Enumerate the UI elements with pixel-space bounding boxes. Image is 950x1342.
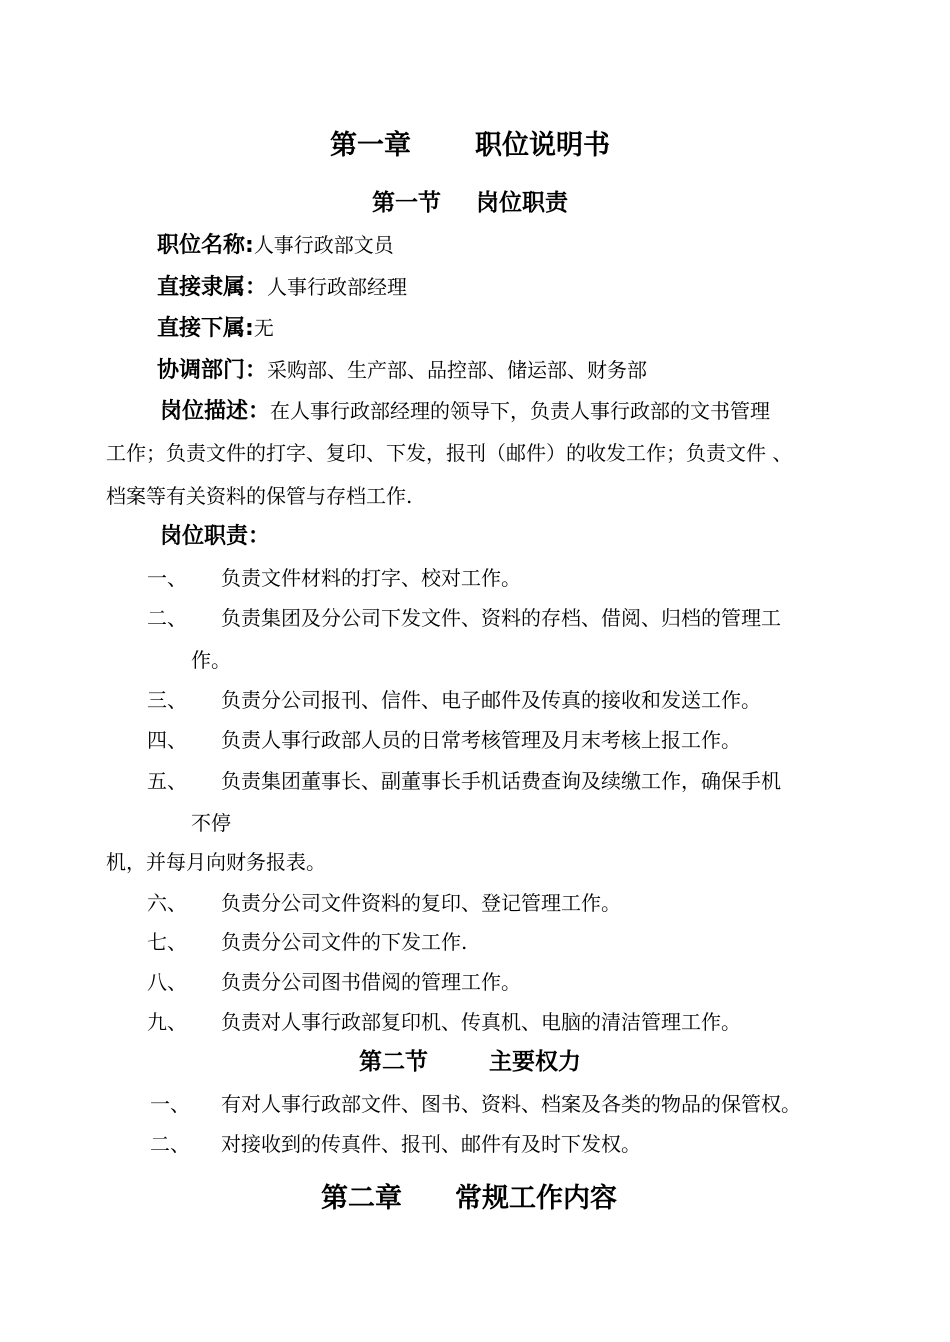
chapter-1-number: 第一章 — [330, 130, 411, 161]
duty-text: 负责分公司报刊、信件、电子邮件及传真的接收和发送工作。 — [221, 688, 761, 712]
duty-number: 四、 — [147, 728, 187, 752]
field-subordinates — [157, 314, 274, 343]
description-text: 在人事行政部经理的领导下，负责人事行政部的文书管理 — [270, 399, 771, 423]
duty-number: 五、 — [147, 769, 187, 793]
duty-text: 负责分公司文件的下发工作. — [221, 930, 468, 954]
duty-text: 负责人事行政部人员的日常考核管理及月末考核上报工作。 — [221, 728, 741, 752]
duty-text-continued: 作。 — [191, 648, 231, 672]
field-reports-to — [157, 273, 407, 302]
duty-text: 负责对人事行政部复印机、传真机、电脑的清洁管理工作。 — [221, 1010, 741, 1034]
chapter-1-title: 职位说明书 — [475, 130, 610, 161]
field-value: 采购部、生产部、品控部、储运部、财务部 — [267, 358, 648, 382]
duty-text-continued: 不停 — [191, 811, 231, 835]
section-2-number: 第二节 — [359, 1049, 428, 1075]
section-1-title: 岗位职责 — [476, 190, 568, 216]
field-position-name — [157, 231, 394, 260]
description-label: 岗位描述： — [160, 399, 271, 424]
power-number: 一、 — [150, 1092, 190, 1116]
duty-text: 负责分公司图书借阅的管理工作。 — [221, 970, 521, 994]
field-value: 人事行政部经理 — [267, 275, 408, 299]
duty-text: 负责集团董事长、副董事长手机话费查询及续缴工作，确保手机 — [221, 769, 781, 793]
field-label: 直接下属: — [157, 316, 254, 341]
chapter-2-title: 常规工作内容 — [455, 1183, 617, 1214]
field-value: 人事行政部文员 — [253, 233, 394, 257]
field-label: 协调部门： — [157, 358, 268, 383]
power-text: 有对人事行政部文件、图书、资料、档案及各类的物品的保管权。 — [221, 1092, 801, 1116]
duty-number: 三、 — [147, 688, 187, 712]
duty-number: 八、 — [147, 970, 187, 994]
field-coordinating-departments — [157, 356, 647, 385]
duty-text: 负责分公司文件资料的复印、登记管理工作。 — [221, 891, 621, 915]
description-line-2: 工作；负责文件的打字、复印、下发，报刊（邮件）的收发工作；负责文件 、 — [106, 441, 793, 465]
chapter-2-number: 第二章 — [321, 1183, 402, 1214]
duties-label: 岗位职责： — [160, 524, 271, 549]
duty-number: 二、 — [147, 606, 187, 630]
field-label: 职位名称: — [157, 233, 254, 258]
description-line-3: 档案等有关资料的保管与存档工作. — [106, 484, 413, 508]
duty-text: 负责文件材料的打字、校对工作。 — [221, 566, 521, 590]
section-1-number: 第一节 — [372, 190, 441, 216]
field-value: 无 — [253, 316, 274, 340]
section-2-title: 主要权力 — [489, 1049, 581, 1075]
duty-number: 七、 — [147, 930, 187, 954]
field-label: 直接隶属： — [157, 275, 268, 300]
power-number: 二、 — [150, 1132, 190, 1156]
duty-number: 六、 — [147, 891, 187, 915]
duty-number: 一、 — [147, 566, 187, 590]
power-text: 对接收到的传真件、报刊、邮件有及时下发权。 — [221, 1132, 641, 1156]
duty-text-continued: 机，并每月向财务报表。 — [106, 850, 326, 874]
duty-text: 负责集团及分公司下发文件、资料的存档、借阅、归档的管理工 — [221, 606, 781, 630]
description-line-1 — [160, 397, 770, 426]
duty-number: 九、 — [147, 1010, 187, 1034]
